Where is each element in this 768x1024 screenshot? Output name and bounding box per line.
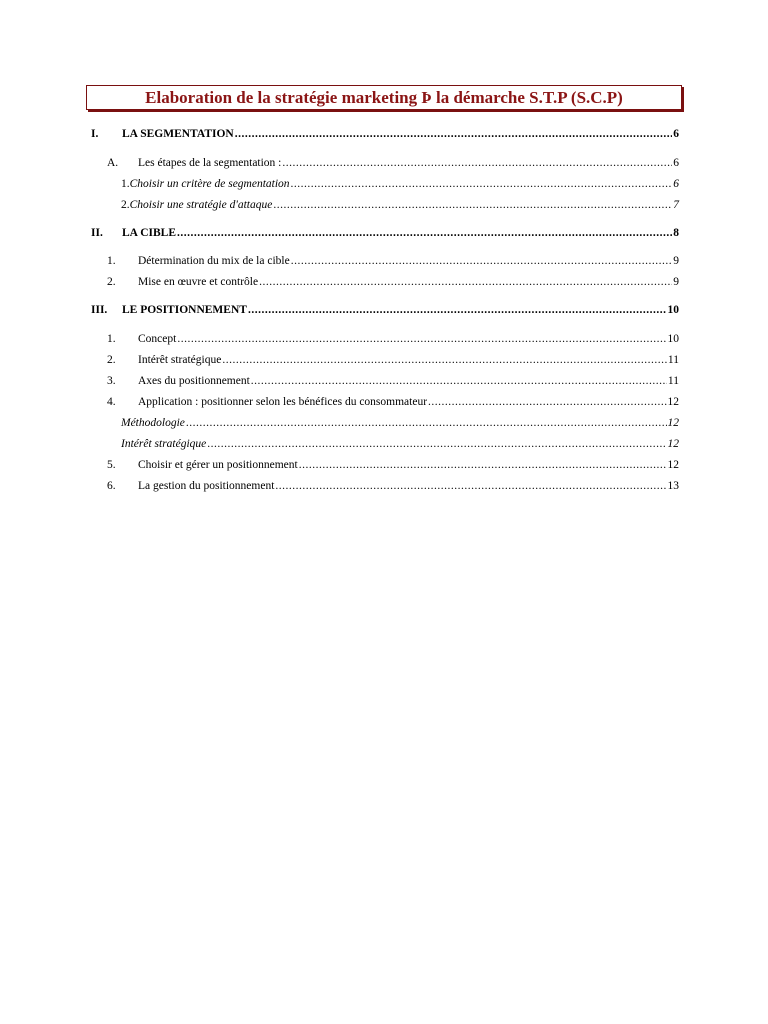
toc-entry-positionnement[interactable]	[91, 303, 679, 317]
toc-entry-concept[interactable]	[107, 332, 679, 346]
toc-entry-methodologie[interactable]	[121, 416, 679, 430]
toc-entry-number: 6.	[107, 480, 116, 492]
toc-entry-application[interactable]	[107, 395, 679, 409]
toc-entry-number: 3.	[107, 375, 116, 387]
dot-leader	[299, 458, 667, 472]
toc-entry-determination-mix[interactable]	[107, 254, 679, 268]
dot-leader	[251, 374, 667, 388]
toc-entry-page: 11	[667, 354, 679, 366]
toc-entry-number: 2.	[107, 276, 116, 288]
toc-entry-interet-strategique[interactable]	[107, 353, 679, 367]
toc-entry-segmentation[interactable]	[91, 127, 679, 141]
toc-entry-label: Choisir et gérer un positionnement	[138, 459, 298, 471]
toc-entry-page: 10	[667, 304, 679, 316]
toc-entry-page: 7	[673, 199, 679, 211]
toc-entry-number: I.	[91, 128, 99, 140]
toc-entry-page: 12	[667, 417, 679, 429]
toc-entry-etapes-segmentation[interactable]	[107, 156, 679, 170]
dot-leader	[248, 303, 667, 317]
toc-entry-label: Concept	[138, 333, 177, 345]
toc-entry-choisir-gerer[interactable]	[107, 458, 679, 472]
dot-leader	[177, 332, 666, 346]
dot-leader	[428, 395, 666, 409]
toc-entry-page: 8	[673, 227, 679, 239]
toc-entry-page: 12	[667, 459, 679, 471]
toc-entry-number: II.	[91, 227, 103, 239]
toc-entry-label: Mise en œuvre et contrôle	[138, 276, 259, 288]
toc-entry-page: 9	[673, 276, 679, 288]
toc-entry-gestion-positionnement[interactable]	[107, 479, 679, 493]
toc-entry-page: 6	[673, 128, 679, 140]
toc-entry-label: Choisir un critère de segmentation	[129, 178, 290, 190]
dot-leader	[282, 156, 672, 170]
toc-entry-label: Méthodologie	[121, 417, 185, 429]
dot-leader	[177, 226, 672, 240]
dot-leader	[222, 353, 667, 367]
toc-entry-strategie-attaque[interactable]	[121, 198, 679, 212]
toc-entry-label: Détermination du mix de la cible	[138, 255, 290, 267]
toc-entry-cible[interactable]	[91, 226, 679, 240]
dot-leader	[186, 416, 667, 430]
toc-entry-number: 2.	[107, 354, 116, 366]
toc-entry-label: LA SEGMENTATION	[122, 128, 234, 140]
document-title: Elaboration de la stratégie marketing Þ la démarche S.T.P (S.C.P)	[145, 87, 623, 107]
dot-leader	[291, 254, 673, 268]
dot-leader	[275, 479, 666, 493]
toc-entry-interet-strategique-sub[interactable]	[121, 437, 679, 451]
toc-entry-number: 1.	[107, 255, 116, 267]
toc-entry-label: Intérêt stratégique	[138, 354, 222, 366]
dot-leader	[273, 198, 672, 212]
toc-entry-label: Les étapes de la segmentation :	[138, 157, 282, 169]
toc-entry-number: 1.	[121, 178, 130, 190]
toc-entry-label: LE POSITIONNEMENT	[122, 304, 247, 316]
toc-entry-page: 6	[673, 157, 679, 169]
toc-entry-page: 10	[667, 333, 679, 345]
dot-leader	[235, 127, 673, 141]
toc-entry-number: 1.	[107, 333, 116, 345]
toc-entry-label: Intérêt stratégique	[121, 438, 207, 450]
toc-entry-page: 11	[667, 375, 679, 387]
dot-leader	[259, 275, 672, 289]
toc-entry-number: 4.	[107, 396, 116, 408]
toc-entry-page: 12	[667, 438, 679, 450]
toc-entry-page: 6	[673, 178, 679, 190]
toc-entry-page: 12	[667, 396, 679, 408]
dot-leader	[291, 177, 673, 191]
toc-entry-page: 13	[667, 480, 679, 492]
toc-entry-label: Choisir une stratégie d'attaque	[129, 199, 273, 211]
toc-entry-mise-en-oeuvre[interactable]	[107, 275, 679, 289]
toc-entry-number: III.	[91, 304, 108, 316]
toc-entry-choisir-critere[interactable]	[121, 177, 679, 191]
toc-entry-number: 2.	[121, 199, 130, 211]
toc-entry-axes-positionnement[interactable]	[107, 374, 679, 388]
dot-leader	[207, 437, 666, 451]
toc-entry-number: A.	[107, 157, 119, 169]
toc-entry-page: 9	[673, 255, 679, 267]
toc-entry-label: La gestion du positionnement	[138, 480, 275, 492]
toc-entry-label: Axes du positionnement	[138, 375, 250, 387]
toc-entry-label: LA CIBLE	[122, 227, 177, 239]
toc-entry-label: Application : positionner selon les bénéfices du consommateur	[138, 396, 428, 408]
toc-entry-number: 5.	[107, 459, 116, 471]
